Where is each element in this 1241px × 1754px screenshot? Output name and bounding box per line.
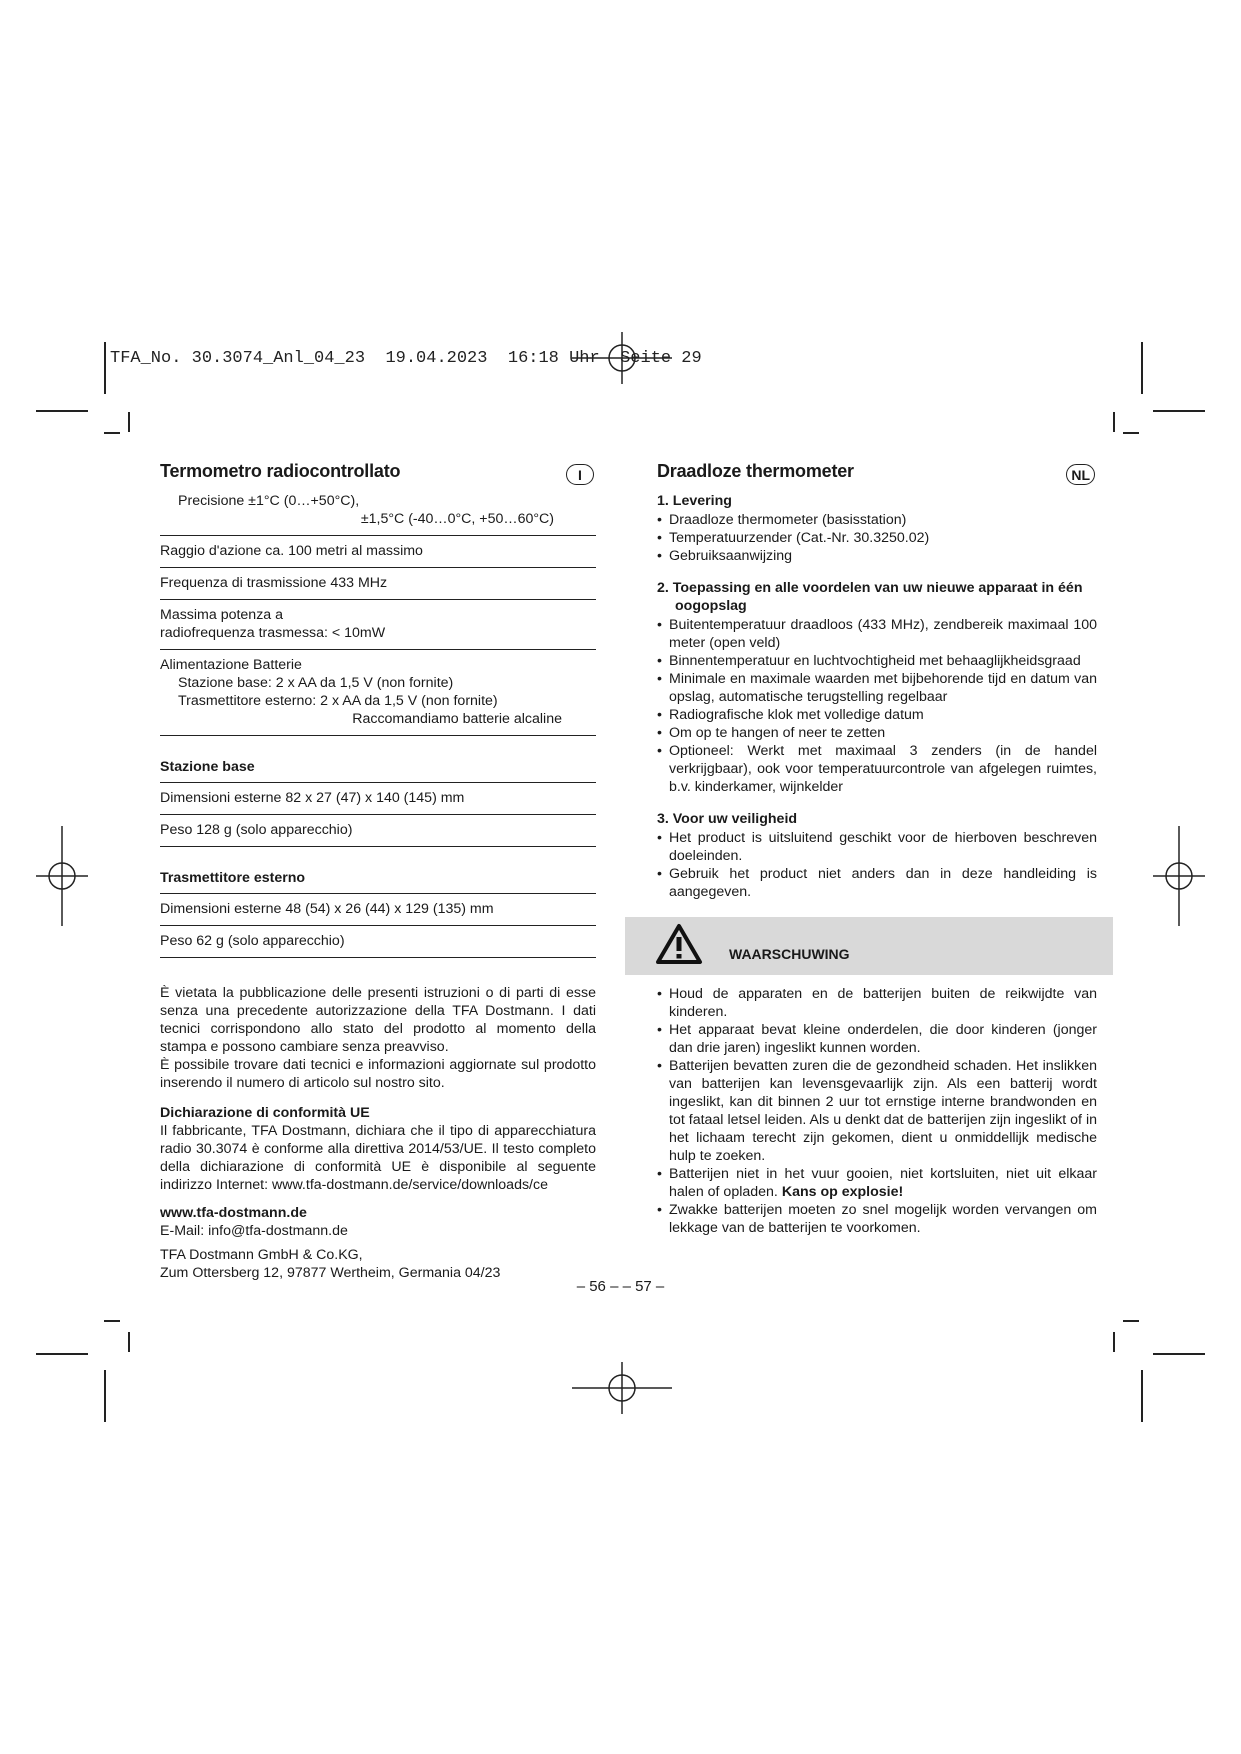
spec-battery: [160, 650, 596, 736]
left-column: [160, 462, 596, 1282]
company-name: TFA Dostmann GmbH & Co.KG,: [160, 1247, 363, 1263]
list-item: • Gebruik het product niet anders dan in deze handleiding is aangegeven.: [657, 865, 1097, 901]
crop-mark: [36, 1353, 88, 1355]
crop-mark: [1141, 342, 1143, 394]
language-badge: NL: [1066, 464, 1095, 485]
spec-text: Raccomandiamo batterie alcaline: [352, 711, 562, 727]
list-item: • Het product is uitsluitend geschikt voor de hierboven beschreven doeleinden.: [657, 829, 1097, 865]
spec-text: Peso 128 g (solo apparecchio): [160, 822, 353, 838]
spec-tx-dimensions: [160, 894, 596, 926]
registration-mark-icon: [572, 1362, 672, 1414]
registration-mark-icon: [572, 332, 672, 384]
crop-mark: [1113, 1332, 1115, 1352]
crop-mark: [104, 1320, 120, 1322]
spec-precision: [160, 492, 596, 536]
crop-mark: [1123, 1320, 1139, 1322]
warning-label: WAARSCHUWING: [729, 946, 850, 962]
list-item: • Buitentemperatuur draadloos (433 MHz), zendbereik maximaal 100 meter (open veld): [657, 616, 1097, 652]
spec-text: radiofrequenza trasmessa: < 10mW: [160, 625, 386, 641]
spec-text: Alimentazione Batterie: [160, 657, 302, 673]
crop-mark: [104, 1370, 106, 1422]
spec-base-weight: [160, 815, 596, 847]
warning-list: [657, 985, 1097, 1237]
email-link[interactable]: E-Mail: info@tfa-dostmann.de: [160, 1223, 348, 1239]
crop-mark: [128, 1332, 130, 1352]
section-heading: 1. Levering: [657, 493, 732, 509]
list-item: • Zwakke batterijen moeten zo snel mogelijk worden vervangen om lekkage van de batterijen te voorkomen.: [657, 1201, 1097, 1237]
bullet-list: [657, 511, 1097, 565]
list-item: • Batterijen bevatten zuren die de gezondheid schaden. Het inslikken van batterijen kan levensgevaarlijk zijn. Als een batterij wordt ingeslikt, kan dit binnen 2 uur tot ernstige interne brandwonden en tot fataal letsel leiden. Als u denkt dat de batterijen zijn ingeslikt of in het lichaam terecht zijn gekomen, dient u onmiddellijk medische hulp te zoeken.: [657, 1057, 1097, 1165]
section-heading: Dichiarazione di conformità UE: [160, 1105, 370, 1121]
spec-base-dimensions: [160, 783, 596, 815]
bullet-list: [657, 616, 1097, 796]
explosion-warning: Kans op explosie!: [781, 1184, 904, 1200]
list-item: • Houd de apparaten en de batterijen buiten de reikwijdte van kinderen.: [657, 985, 1097, 1021]
warning-triangle-icon: [655, 923, 703, 965]
list-item: • Het apparaat bevat kleine onderdelen, die door kinderen (jonger dan drie jaren) ingeslikt kunnen worden.: [657, 1021, 1097, 1057]
right-title-row: [657, 462, 1097, 492]
crop-mark: [104, 342, 106, 394]
crop-mark: [104, 432, 120, 434]
right-column: [657, 462, 1097, 1237]
list-item: • Minimale en maximale waarden met bijbehorende tijd en datum van opslag, automatische terugstelling regelbaar: [657, 670, 1097, 706]
bullet-list: [657, 829, 1097, 901]
paragraph: Il fabbricante, TFA Dostmann, dichiara che il tipo di apparecchiatura radio 30.3074 è conforme alla direttiva 2014/53/UE. Il testo completo della dichiarazione di conformità UE è disponibile al seguente indirizzo Internet: www.tfa-dostmann.de/service/downloads/ce: [160, 1123, 596, 1193]
spec-power: [160, 600, 596, 650]
paragraph: È possibile trovare dati tecnici e informazioni aggiornate sul prodotto inserendo il numero di articolo sul nostro sito.: [160, 1057, 596, 1091]
crop-mark: [1153, 410, 1205, 412]
crop-mark: [1153, 1353, 1205, 1355]
spec-frequency: [160, 568, 596, 600]
spec-text: Peso 62 g (solo apparecchio): [160, 933, 345, 949]
page-title: Termometro radiocontrollato: [160, 461, 401, 481]
spec-text: Raggio d'azione ca. 100 metri al massimo: [160, 543, 423, 559]
spec-range: [160, 536, 596, 568]
crop-mark: [1113, 412, 1115, 432]
company-address: Zum Ottersberg 12, 97877 Wertheim, Germania 04/23: [160, 1265, 501, 1281]
website-link[interactable]: www.tfa-dostmann.de: [160, 1205, 307, 1221]
spec-text: ±1,5°C (-40…0°C, +50…60°C): [360, 511, 554, 527]
print-slug: TFA_No. 30.3074_Anl_04_23 19.04.2023 16:18 Uhr Seite 29: [110, 349, 702, 368]
list-item: • Om op te hangen of neer te zetten: [657, 724, 1097, 742]
list-item: • Gebruiksaanwijzing: [657, 547, 1097, 565]
spec-text: Dimensioni esterne 82 x 27 (47) x 140 (145) mm: [160, 790, 465, 806]
left-title-row: [160, 462, 596, 492]
crop-mark: [36, 410, 88, 412]
spec-text: Massima potenza a: [160, 607, 284, 623]
paragraph: È vietata la pubblicazione delle presenti istruzioni o di parti di esse senza una precedente autorizzazione della TFA Dostmann. I dati tecnici corrispondono allo stato del prodotto al momento della stampa e possono cambiare senza preavviso.: [160, 985, 596, 1055]
crop-mark: [1141, 1370, 1143, 1422]
section-heading: Stazione base: [160, 758, 596, 783]
page-numbers: – 56 – – 57 –: [576, 1278, 665, 1295]
list-item: • Optioneel: Werkt met maximaal 3 zenders (in de handel verkrijgbaar), ook voor temperatuurcontrole van afgelegen ruimtes, b.v. kinderkamer, wijnkelder: [657, 742, 1097, 796]
list-item: • Draadloze thermometer (basisstation): [657, 511, 1097, 529]
registration-mark-icon: [36, 826, 88, 926]
list-item-text: Batterijen niet in het vuur gooien, niet kortsluiten, niet uit elkaar halen of opladen.: [669, 1166, 1097, 1200]
spec-text: Trasmettitore esterno: 2 x AA da 1,5 V (non fornite): [178, 693, 498, 709]
section-heading: 3. Voor uw veiligheid: [657, 811, 798, 827]
page-title: Draadloze thermometer: [657, 461, 854, 481]
spec-text: Dimensioni esterne 48 (54) x 26 (44) x 129 (135) mm: [160, 901, 494, 917]
crop-mark: [128, 412, 130, 432]
spec-text: Frequenza di trasmissione 433 MHz: [160, 575, 388, 591]
section-heading: Trasmettitore esterno: [160, 869, 596, 894]
spec-text: Stazione base: 2 x AA da 1,5 V (non fornite): [178, 675, 454, 691]
list-item: • Temperatuurzender (Cat.-Nr. 30.3250.02): [657, 529, 1097, 547]
spec-tx-weight: [160, 926, 596, 958]
section-heading: 2. Toepassing en alle voordelen van uw nieuwe apparaat in één oogopslag: [657, 580, 1083, 614]
list-item: • Binnentemperatuur en luchtvochtigheid met behaaglijkheidsgraad: [657, 652, 1097, 670]
registration-mark-icon: [1153, 826, 1205, 926]
crop-mark: [1123, 432, 1139, 434]
warning-banner: [625, 917, 1113, 975]
list-item: [657, 1165, 1097, 1201]
language-badge: I: [566, 464, 594, 485]
spec-text: Precisione ±1°C (0…+50°C),: [178, 493, 360, 509]
list-item: • Radiografische klok met volledige datum: [657, 706, 1097, 724]
